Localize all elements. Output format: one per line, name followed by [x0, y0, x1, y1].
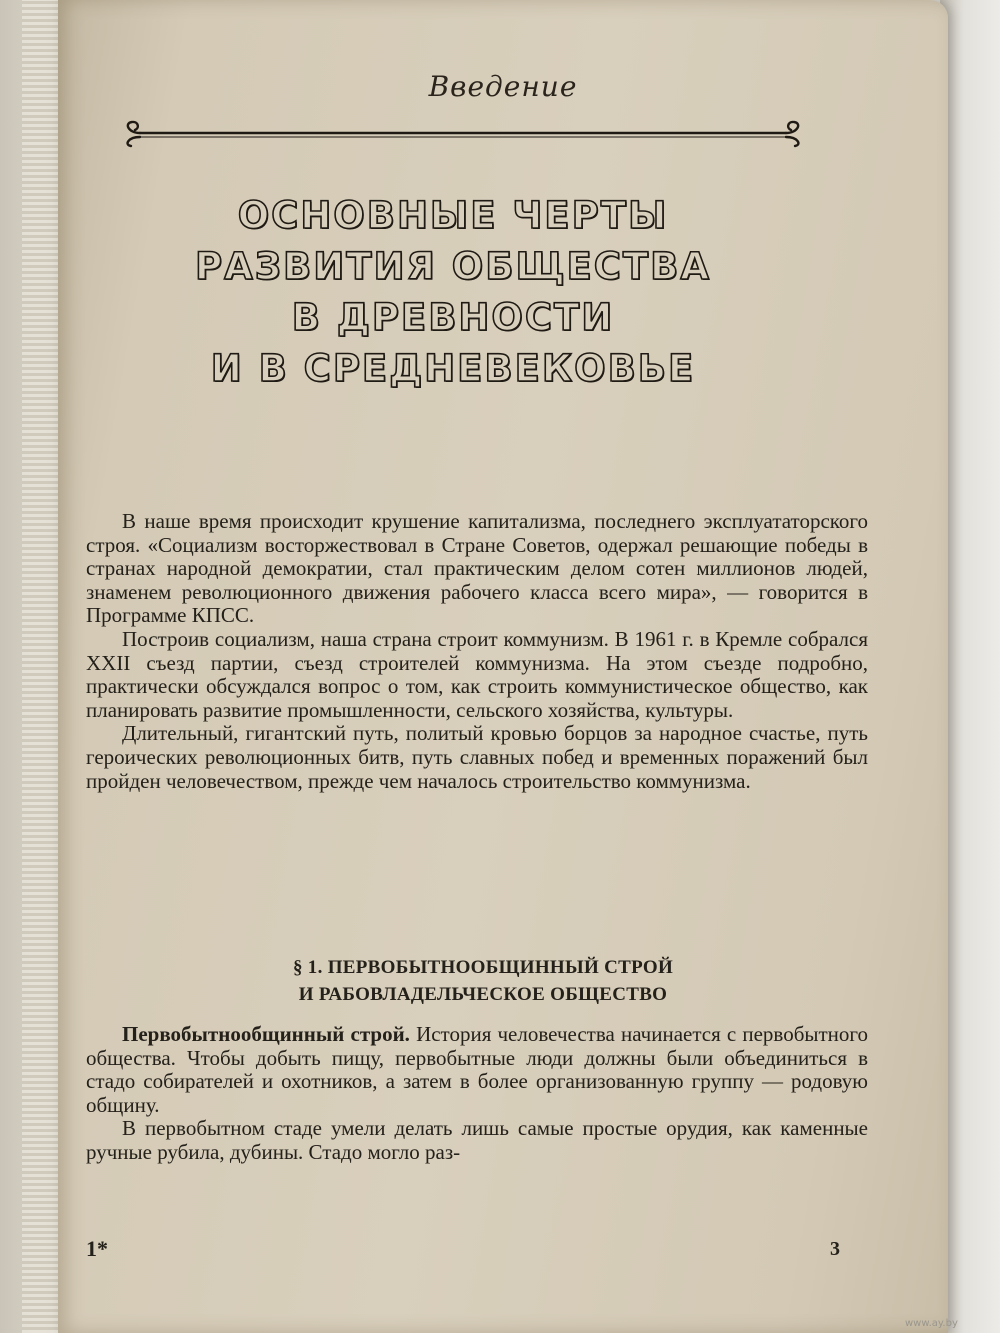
chapter-title-line: ОСНОВНЫЕ ЧЕРТЫ: [237, 194, 669, 237]
signature-mark: 1*: [86, 1236, 108, 1261]
watermark: www.ay.by: [905, 1318, 958, 1329]
page-number: 3: [830, 1238, 840, 1260]
section-heading-line: И РАБОВЛАДЕЛЬЧЕСКОЕ ОБЩЕСТВО: [298, 984, 668, 1005]
decorative-rule-ornament: [118, 118, 808, 148]
intro-paragraph: В наше время происходит крушение капитализма, последнего эксплуататорского строя. «Социализм восторжествовал в Стране Советов, одержал решающие победы в странах народной демократии, стал практическим делом сотен миллионов людей, знаменем революционного движения рабочего класса всего мира», — говорится в Программе КПСС.: [86, 509, 868, 628]
chapter-title-line: РАЗВИТИЯ ОБЩЕСТВА: [195, 245, 711, 288]
section-text: [86, 1023, 868, 1165]
intro-text: [86, 510, 868, 793]
section-paragraph: В первобытном стаде умели делать лишь самые простые орудия, как каменные ручные рубила, дубины. Стадо могло раз-: [86, 1116, 868, 1164]
intro-paragraph: Длительный, гигантский путь, политый кровью борцов за народное счастье, путь героических революционных битв, путь славных побед и временных поражений был пройден человечеством, прежде чем началось строительство коммунизма.: [86, 721, 868, 793]
paragraph-body: История человечества начинается с первобытного общества. Чтобы добыть пищу, первобытные люди должны были объединиться в стадо собирателей и охотников, а затем в более организованную группу — родовую общину.: [86, 1022, 868, 1117]
table-background: [940, 0, 1000, 1333]
section-heading: [58, 954, 908, 1008]
section-paragraph: [86, 1023, 868, 1117]
section-heading-line: § 1. ПЕРВОБЫТНООБЩИННЫЙ СТРОЙ: [292, 957, 674, 978]
runin-heading: Первобытнообщинный строй.: [122, 1022, 410, 1046]
chapter-title-line: И В СРЕДНЕВЕКОВЬЕ: [210, 347, 696, 390]
chapter-title: [158, 190, 748, 394]
running-head: Введение: [428, 70, 578, 103]
intro-paragraph: Построив социализм, наша страна строит коммунизм. В 1961 г. в Кремле собрался XXII съезд партии, съезд строителей коммунизма. На этом съезде подробно, практически обсуждался вопрос о том, как строить коммунистическое общество, как планировать развитие промышленности, сельского хозяйства, культуры.: [86, 626, 868, 722]
chapter-title-line: В ДРЕВНОСТИ: [291, 296, 615, 339]
book-page: [58, 0, 948, 1333]
